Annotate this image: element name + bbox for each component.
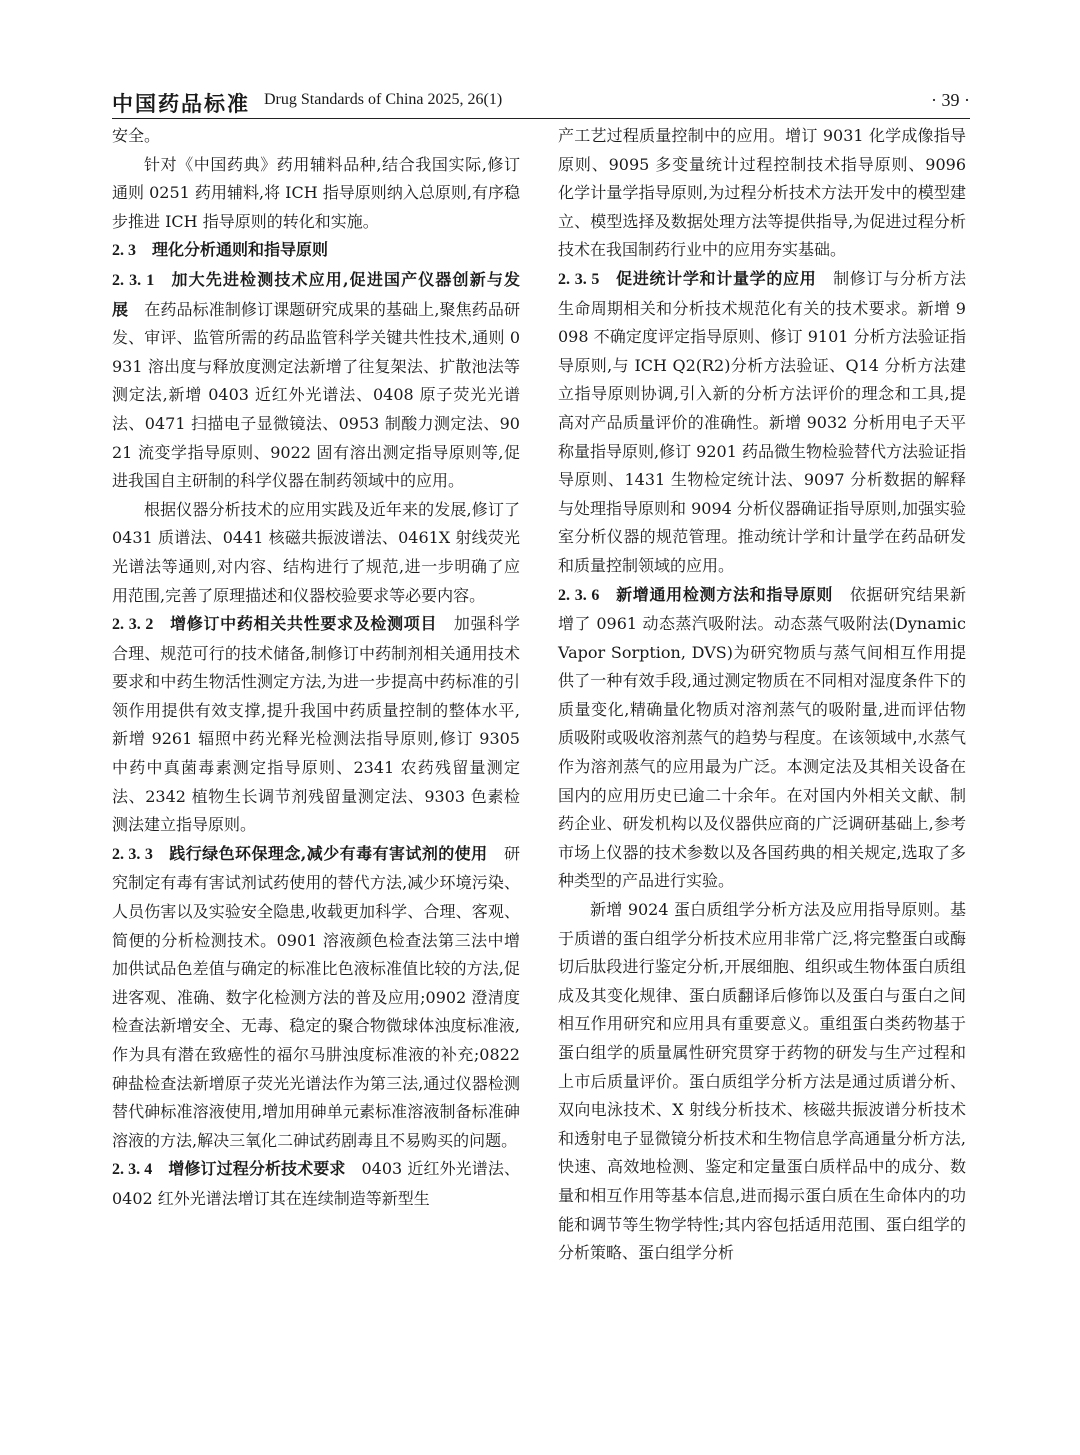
section-body: 在药品标准制修订课题研究成果的基础上,聚焦药品研发、审评、监管所需的药品监管科学关键共性技术,通则 0931 溶出度与释放度测定法新增了往复架法、扩散池法等测定法,新增 0403 近红外光谱法、0408 原子荧光光谱法、0471 扫描电子显微镜法、0953 制酸力测定法、9021 流变学指导原则、9022 固有溶出测定指导原则等,促进我国自主研制的科学仪器在制药领域中的应用。 — [112, 299, 520, 491]
running-header — [112, 88, 970, 119]
section-title: 加大先进检测技术应用,促进国产仪器创新与发展 — [112, 269, 521, 319]
section-body: 加强科学合理、规范可行的技术储备,制修订中药制剂相关通用技术要求和中药生物活性测定方法,为进一步提高中药标准的引领作用提供有效支撑,提升我国中药质量控制的整体水平,新增 9261 辐照中药光释光检测法指导原则,修订 9305 中药中真菌毒素测定指导原则、2341 农药残留量测定法、2342 植物生长调节剂残留量测定法、9303 色素检测法建立指导原则。 — [112, 614, 520, 835]
section-heading — [558, 265, 966, 581]
journal-title-en: Drug Standards of China 2025, 26(1) — [264, 91, 503, 108]
section-number: 2. 3. 4 — [112, 1161, 153, 1179]
section-heading — [112, 1155, 520, 1213]
section-number: 2. 3. 6 — [558, 586, 600, 604]
section-title: 理化分析通则和指导原则 — [152, 240, 329, 260]
section-body: 制修订与分析方法生命周期相关和分析技术规范化有关的技术要求。新增 9098 不确定度评定指导原则、修订 9101 分析方法验证指导原则,与 ICH Q2(R2)分析方法验证、Q14 分析方法建立指导原则协调,引入新的分析方法评价的理念和工具,提高对产品质量评价的准确性。新增 9032 分析用电子天平称量指导原则,修订 9201 药品微生物检验替代方法验证指导原则、1431 生物检定统计法、9097 分析数据的解释与处理指导原则和 9094 分析仪器确证指导原则,加强实验室分析仪器的规范管理。推动统计学和计量学在药品研发和质量控制领域的应用。 — [558, 268, 966, 575]
section-title: 新增通用检测方法和指导原则 — [615, 584, 834, 604]
body-paragraph: 根据仪器分析技术的应用实践及近年来的发展,修订了 0431 质谱法、0441 核磁共振波谱法、0461X 射线荧光光谱法等通则,对内容、结构进行了规范,进一步明确了应用范围,完善了原理描述和仪器校验要求等必要内容。 — [112, 499, 520, 605]
section-body: 0403 近红外光谱法、0402 红外光谱法增订其在连续制造等新型生 — [112, 1159, 520, 1208]
body-paragraph: 产工艺过程质量控制中的应用。增订 9031 化学成像指导原则、9095 多变量统计过程控制技术指导原则、9096 化学计量学指导原则,为过程分析技术方法开发中的模型建立、模型选择及数据处理方法等提供指导,为促进过程分析技术在我国制药行业中的应用夯实基础。 — [558, 126, 966, 260]
journal-title-cn: 中国药品标准 — [112, 91, 250, 116]
section-heading — [112, 840, 520, 1156]
section-title: 增修订过程分析技术要求 — [168, 1159, 346, 1179]
section-title: 践行绿色环保理念,减少有毒有害试剂的使用 — [168, 843, 488, 863]
body-paragraph: 针对《中国药典》药用辅料品种,结合我国实际,修订通则 0251 药用辅料,将 ICH 指导原则纳入总原则,有序稳步推进 ICH 指导原则的转化和实施。 — [112, 154, 520, 231]
section-heading — [112, 610, 520, 840]
section-heading — [112, 266, 520, 496]
section-title: 促进统计学和计量学的应用 — [615, 268, 817, 288]
section-number: 2. 3. 1 — [112, 271, 155, 289]
section-body: 依据研究结果新增了 0961 动态蒸汽吸附法。动态蒸气吸附法(Dynamic Vapor Sorption, DVS)为研究物质与蒸气间相互作用提供了一种有效手段,通过测定物质在不同相对湿度条件下的质量变化,精确量化物质对溶剂蒸气的吸附量,进而评估物质吸附或吸收溶剂蒸气的趋势与程度。在该领域中,水蒸气作为溶剂蒸气的应用最为广泛。本测定法及其相关设备在国内的应用历史已逾二十余年。在对国内外相关文献、制药企业、研发机构以及仪器供应商的广泛调研基础上,参考市场上仪器的技术参数以及各国药典的相关规定,选取了多种类型的产品进行实验。 — [558, 584, 966, 891]
section-number: 2. 3. 5 — [558, 270, 600, 288]
body-paragraph: 新增 9024 蛋白质组学分析方法及应用指导原则。基于质谱的蛋白组学分析技术应用非常广泛,将完整蛋白或酶切后肽段进行鉴定分析,开展细胞、组织或生物体蛋白质组成及其变化规律、蛋白质翻译后修饰以及蛋白与蛋白之间相互作用研究和应用具有重要意义。重组蛋白类药物基于蛋白组学的质量属性研究贯穿于药物的研发与生产过程和上市后质量评价。蛋白质组学分析方法是通过质谱分析、双向电泳技术、X 射线分析技术、核磁共振波谱分析技术和透射电子显微镜分析技术和生物信息学高通量分析方法,快速、高效地检测、鉴定和定量蛋白质样品中的成分、数量和相互作用等基本信息,进而揭示蛋白质在生命体内的功能和调节等生物学特性;其内容包括适用范围、蛋白组学的分析策略、蛋白组学分析 — [558, 900, 966, 1263]
body-paragraph: 安全。 — [112, 126, 161, 145]
section-heading — [112, 236, 520, 266]
left-column — [112, 122, 520, 1214]
section-title: 增修订中药相关共性要求及检测项目 — [169, 614, 438, 634]
section-number: 2. 3 — [112, 242, 136, 260]
section-heading — [558, 581, 966, 897]
right-column — [558, 122, 966, 1268]
page-number: · 39 · — [931, 90, 970, 110]
section-number: 2. 3. 3 — [112, 845, 153, 863]
section-body: 研究制定有毒有害试剂试药使用的替代方法,减少环境污染、人员伤害以及实验安全隐患,收载更加科学、合理、客观、简便的分析检测技术。0901 溶液颜色检查法第三法中增加供试品色差值与确定的标准比色液标准值比较的方法,促进客观、准确、数字化检测方法的普及应用;0902 澄清度检查法新增安全、无毒、稳定的聚合物微球体浊度标准液,作为具有潜在致癌性的福尔马肼浊度标准液的补充;0822 砷盐检查法新增原子荧光光谱法作为第三法,通过仪器检测替代砷标准溶液使用,增加用砷单元素标准溶液制备标准砷溶液的方法,解决三氧化二砷试药剧毒且不易购买的问题。 — [112, 843, 520, 1150]
section-number: 2. 3. 2 — [112, 616, 154, 634]
